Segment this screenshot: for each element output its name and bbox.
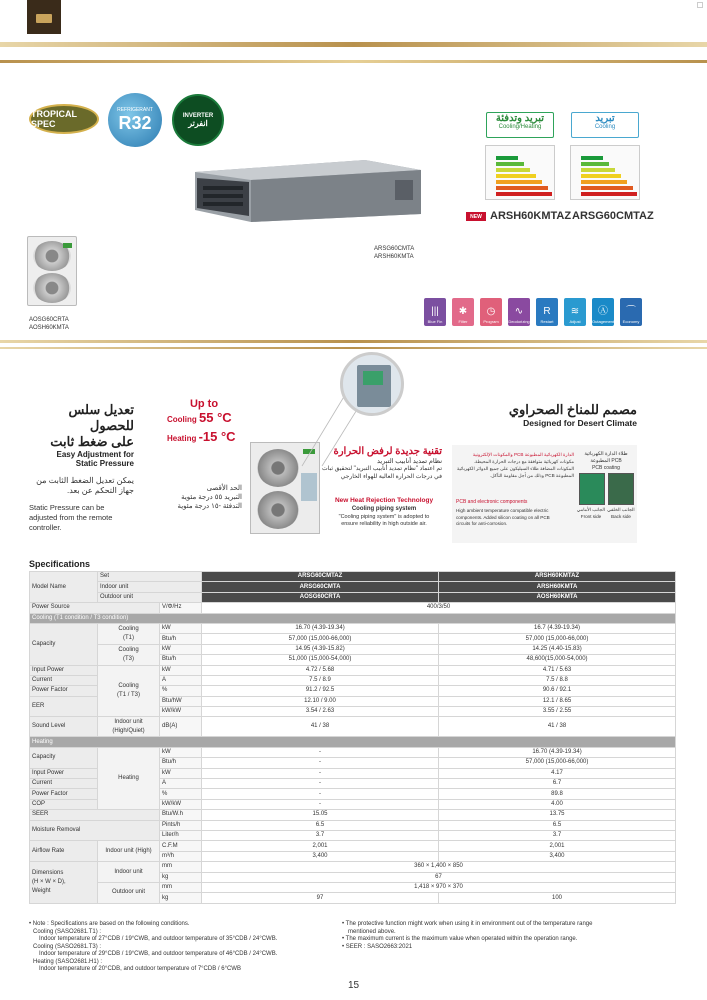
table-row: Capacity Heating kW - 16.70 (4.39-19.34): [30, 747, 676, 757]
outdoor-model-labels: AOSG60CRTA AOSH60KMTA: [29, 317, 69, 331]
feature-deodorizing: ∿ Deodorizing: [508, 298, 530, 326]
table-row: EER Btu/hW 12.10 / 9.00 12.1 / 8.65: [30, 696, 676, 706]
energy-label-header-cooling-heating: تبريد وتدفئة Cooling/Heating: [486, 112, 554, 138]
filter-icon: ✱: [458, 306, 468, 317]
table-row: Btu/h - 57,000 (15,000-66,000): [30, 758, 676, 768]
table-row: Power Source V/Φ/Hz 400/3/50: [30, 603, 676, 613]
restart-icon: R: [543, 306, 551, 317]
heat-rejection-en: New Heat Rejection Technology Cooling piping system "Cooling piping system" is adopted to ensure reliability in high outside air.: [334, 497, 434, 527]
table-row: Power Factor % 91.2 / 92.5 90.6 / 92.1: [30, 686, 676, 696]
energy-label-card-2: [570, 145, 640, 200]
header-gold-line: [0, 42, 707, 47]
new-tag: NEW: [466, 212, 486, 221]
desert-pcb-box: الدارة الكهربائية المطبوعة PCB والمكونات الإلكترونية مكونات كهربائية متوافقة مع درجات الحرارة المحيطة. المكونات المضافة طلاء السيليكون على جميع الدوائر الكهربائية المطبوعة PCB وذلك من أجل مقاومة التآكل. PCB and electronic components High ambient temperature compatible electric components. Added silicon coating on all PCB circuits for anti-corrosion. طلاء الدارة الكهربائية المطبوعة PCB PCB coating الجانب الأمامي Front side الجانب الخلفي Back side: [452, 445, 637, 543]
desert-title-block: مصمم للمناخ الصحراوي Designed for Desert Climate: [508, 402, 637, 428]
feature-adjust: ≋ Adjust: [564, 298, 586, 326]
fin-icon: |||: [431, 306, 439, 317]
temperature-ar-text: الحد الأقصى التبريد ٥٥ درجة مئوية التدفئة -١٥ درجة مئوية: [177, 485, 242, 510]
static-pressure-ar-body: يمكن تعديل الضغط الثابت من جهاز التحكم عن بعد.: [36, 476, 134, 495]
model-new-label: ARSH60KMTAZ: [490, 210, 572, 222]
table-row: Cooling (T1 condition / T3 condition): [30, 613, 676, 623]
table-row: Btu/h 51,000 (15,000-54,000) 48,600(15,000-54,000): [30, 655, 676, 665]
feature-blue-fin: ||| Blue Fin: [424, 298, 446, 326]
table-row: Input Power Cooling (T1 / T3) kW 4.72 / 5.68 4.71 / 5.63: [30, 665, 676, 675]
table-row: Dimensions (H × W × D), Weight Indoor unit mm 360 × 1,400 × 850: [30, 862, 676, 872]
table-row: Indoor unit ARSG60CMTA ARSH60KMTA: [30, 582, 676, 592]
feature-economy: ⌒ Economy: [620, 298, 642, 326]
r32-badge: REFRIGERANT R32: [108, 93, 162, 147]
table-row: Liter/h 3.7 3.7: [30, 830, 676, 840]
economy-icon: ⌒: [626, 306, 636, 317]
table-row: Current A - 6.7: [30, 779, 676, 789]
feature-program: ◷ Program: [480, 298, 502, 326]
inverter-badge: INVERTER انفرتر: [172, 94, 224, 146]
table-row: COP kW/kW - 4.00: [30, 799, 676, 809]
pcb-zoom-image: [340, 352, 404, 416]
table-row: Sound Level Indoor unit (High/Quiet) dB(A) 41 / 38 41 / 38: [30, 717, 676, 737]
table-row: m³/h 3,400 3,400: [30, 851, 676, 861]
section-separator: [0, 340, 707, 343]
adjust-icon: ≋: [570, 306, 580, 317]
energy-label-card-1: [485, 145, 555, 200]
notes-left: • Note : Specifications are based on the following conditions. Cooling (SASO2681.T1) : Indoor temperature of 27°CDB / 19°CWB, and outdoor temperature of 35°CDB / 24°CWB. Cooling (SASO2681.T3) : Indoor temperature of 29°CDB / 19°CWB, and outdoor temperature of 46°CDB / 24°CWB. Heating (SASO2681.H1) : Indoor temperature of 20°CDB, and outdoor temperature of 7°CDB / 6°CWB: [29, 921, 278, 972]
model-std-label: ARSG60CMTAZ: [572, 210, 654, 222]
table-row: Model Name Set ARSG60CMTAZ ARSH60KMTAZ: [30, 572, 676, 582]
feature-restart: R Restart: [536, 298, 558, 326]
outdoor-unit-image: [27, 236, 77, 306]
corner-mark: [697, 2, 703, 8]
table-row: Capacity Cooling (T1) kW 16.70 (4.39-19.34) 16.7 (4.39-19.34): [30, 623, 676, 633]
table-row: Btu/h 57,000 (15,000-66,000) 57,000 (15,000-66,000): [30, 634, 676, 644]
table-row: Airflow Rate Indoor unit (High) C.F.M 2,001 2,001: [30, 841, 676, 851]
table-row: kW/kW 3.54 / 2.63 3.55 / 2.55: [30, 707, 676, 717]
table-row: Heating: [30, 737, 676, 747]
specifications-title: Specifications: [29, 559, 91, 569]
clock-icon: ◷: [486, 306, 496, 317]
feature-auto: Ⓐ Outagement: [592, 298, 614, 326]
section-separator-2: [0, 347, 707, 349]
indoor-duct-unit-image: [185, 158, 429, 222]
table-row: Current A 7.5 / 8.9 7.5 / 8.8: [30, 675, 676, 685]
page-header: [0, 0, 707, 48]
header-gold-line-2: [0, 60, 707, 63]
table-row: Input Power kW - 4.17: [30, 768, 676, 778]
table-row: SEER Btu/W.h 15.05 13.75: [30, 810, 676, 820]
table-row: Moisture Removal Pints/h 6.5 6.5: [30, 820, 676, 830]
table-row: kg 67: [30, 872, 676, 882]
specifications-table: [29, 571, 676, 904]
table-row: Power Factor % - 89.8: [30, 789, 676, 799]
feature-filter: ✱ Filter: [452, 298, 474, 326]
static-pressure-en-body: Static Pressure can be adjusted from the remote controller.: [29, 503, 113, 532]
brand-logo: [27, 0, 61, 34]
page-number: 15: [347, 980, 360, 991]
indoor-model-labels: ARSG60CMTA ARSH60KMTA: [374, 246, 415, 260]
notes-right: • The protective function might work when using it in environment out of the temperature range mentioned above. • The maximum current is the maximum value when operated within the operation range. • SEER : SASO2663:2021: [342, 921, 593, 950]
table-row: Cooling (T3) kW 14.95 (4.39-15.82) 14.25 (4.40-15.83): [30, 644, 676, 654]
energy-label-header-cooling: تبريد Cooling: [571, 112, 639, 138]
table-row: kg 97 100: [30, 893, 676, 903]
tropical-spec-badge: TROPICAL SPEC: [29, 104, 99, 134]
operating-temperature-box: Up to Cooling 55 °C Heating -15 °C: [167, 398, 236, 444]
static-pressure-block: تعديل سلس للحصول على ضغط ثابت Easy Adjustment for Static Pressure: [50, 402, 134, 468]
table-row: Outdoor unit mm 1,418 × 970 × 370: [30, 882, 676, 892]
auto-icon: Ⓐ: [598, 306, 608, 317]
table-row: Outdoor unit AOSG60CRTA AOSH60KMTA: [30, 592, 676, 602]
deodor-icon: ∿: [514, 306, 524, 317]
heat-rejection-ar: تقنية جديدة لرفض الحرارة نظام تمديد أنابيب التبريد تم اعتماد "نظام تمديد أنابيب التبريد" لتحقيق ثبات في درجات الحرارة العالية للهواء الخارجي: [322, 446, 442, 480]
